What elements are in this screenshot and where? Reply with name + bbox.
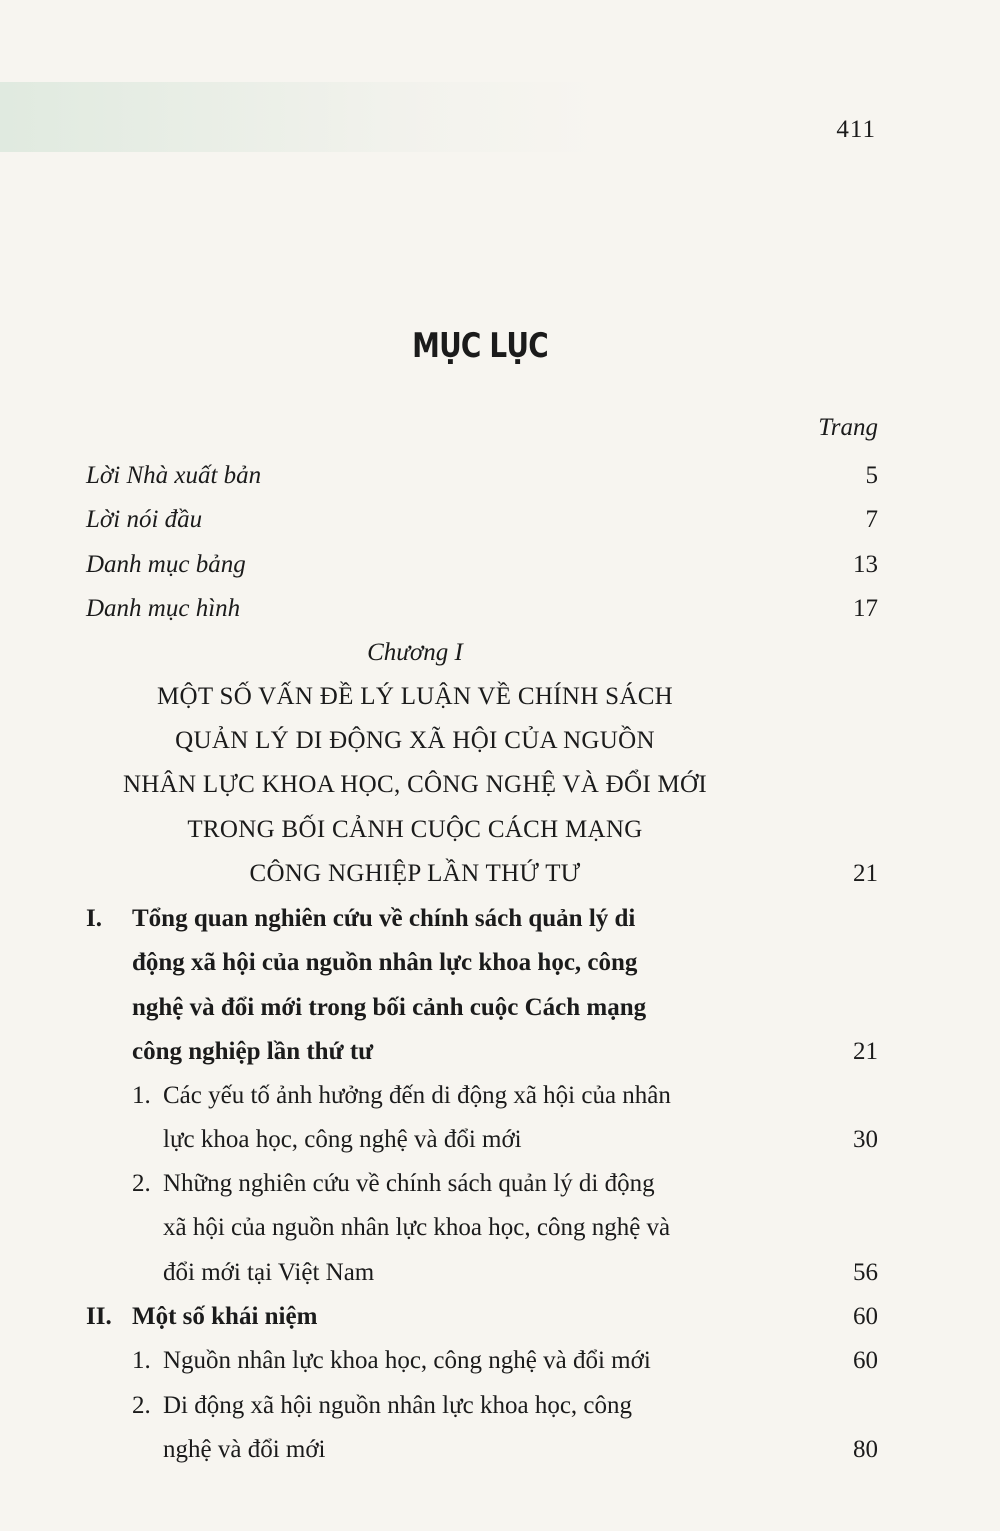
subsection-title-line: Di động xã hội nguồn nhân lực khoa học, công xyxy=(163,1392,633,1419)
section-numeral: II. xyxy=(86,1303,112,1330)
subsection-title-line: đổi mới tại Việt Nam xyxy=(163,1258,375,1286)
toc-entry-list-of-figures[interactable]: Danh mục hình xyxy=(86,595,241,622)
bleed-through-band xyxy=(0,82,600,152)
section-title-line: Tổng quan nghiên cứu về chính sách quản lý di xyxy=(132,905,636,932)
toc-entry-publisher-note[interactable]: Lời Nhà xuất bản xyxy=(86,462,262,489)
subsection-title[interactable] xyxy=(163,1339,651,1383)
chapter-label: Chương I xyxy=(367,639,463,666)
page-column-label: Trang xyxy=(818,414,878,441)
toc-entry-page: 5 xyxy=(865,462,878,489)
subsection-page: 80 xyxy=(853,1436,878,1463)
subsection-page: 30 xyxy=(853,1126,878,1153)
section-page: 21 xyxy=(853,1038,878,1065)
subsection-title[interactable] xyxy=(163,1074,671,1163)
toc-entry-page: 13 xyxy=(853,551,878,578)
section-title-line: động xã hội của nguồn nhân lực khoa học, công xyxy=(132,949,638,977)
toc-entry-list-of-tables[interactable]: Danh mục bảng xyxy=(86,551,246,578)
toc-entry-foreword[interactable]: Lời nói đầu xyxy=(86,506,203,533)
chapter-title-line[interactable]: QUẢN LÝ DI ĐỘNG XÃ HỘI CỦA NGUỒN xyxy=(175,727,655,754)
subsection-number: 2. xyxy=(132,1170,151,1197)
subsection-title[interactable] xyxy=(163,1162,670,1295)
subsection-number: 2. xyxy=(132,1392,151,1419)
subsection-number: 1. xyxy=(132,1082,151,1109)
subsection-title-line: nghệ và đổi mới xyxy=(163,1436,326,1464)
subsection-title-line: xã hội của nguồn nhân lực khoa học, công nghệ và xyxy=(163,1214,671,1242)
subsection-page: 56 xyxy=(853,1259,878,1286)
subsection-page: 60 xyxy=(853,1347,878,1374)
subsection-title-line: Các yếu tố ảnh hưởng đến di động xã hội của nhân xyxy=(163,1082,671,1109)
subsection-title[interactable] xyxy=(163,1384,632,1473)
chapter-title-line[interactable]: CÔNG NGHIỆP LẦN THỨ TƯ xyxy=(249,860,581,887)
subsection-title-line: lực khoa học, công nghệ và đổi mới xyxy=(163,1126,522,1154)
section-numeral: I. xyxy=(86,905,102,932)
toc-heading: MỤC LỤC xyxy=(412,326,548,366)
chapter-title-line[interactable]: TRONG BỐI CẢNH CUỘC CÁCH MẠNG xyxy=(187,816,643,843)
subsection-title-line: Nguồn nhân lực khoa học, công nghệ và đổi mới xyxy=(163,1347,651,1374)
section-title[interactable] xyxy=(132,897,646,1074)
chapter-page: 21 xyxy=(853,860,878,887)
toc-entry-page: 17 xyxy=(853,595,878,622)
chapter-title-line[interactable]: MỘT SỐ VẤN ĐỀ LÝ LUẬN VỀ CHÍNH SÁCH xyxy=(156,683,674,710)
toc-entry-page: 7 xyxy=(865,506,878,533)
section-title-line: Một số khái niệm xyxy=(132,1303,318,1330)
subsection-title-line: Những nghiên cứu về chính sách quản lý di động xyxy=(163,1170,655,1197)
page-number: 411 xyxy=(836,116,876,143)
section-title-line: nghệ và đổi mới trong bối cảnh cuộc Cách mạng xyxy=(132,993,647,1021)
chapter-title-line[interactable]: NHÂN LỰC KHOA HỌC, CÔNG NGHỆ VÀ ĐỔI MỚI xyxy=(122,771,708,798)
subsection-number: 1. xyxy=(132,1347,151,1374)
section-page: 60 xyxy=(853,1303,878,1330)
section-title[interactable] xyxy=(132,1295,317,1339)
section-title-line: công nghiệp lần thứ tư xyxy=(132,1037,374,1065)
